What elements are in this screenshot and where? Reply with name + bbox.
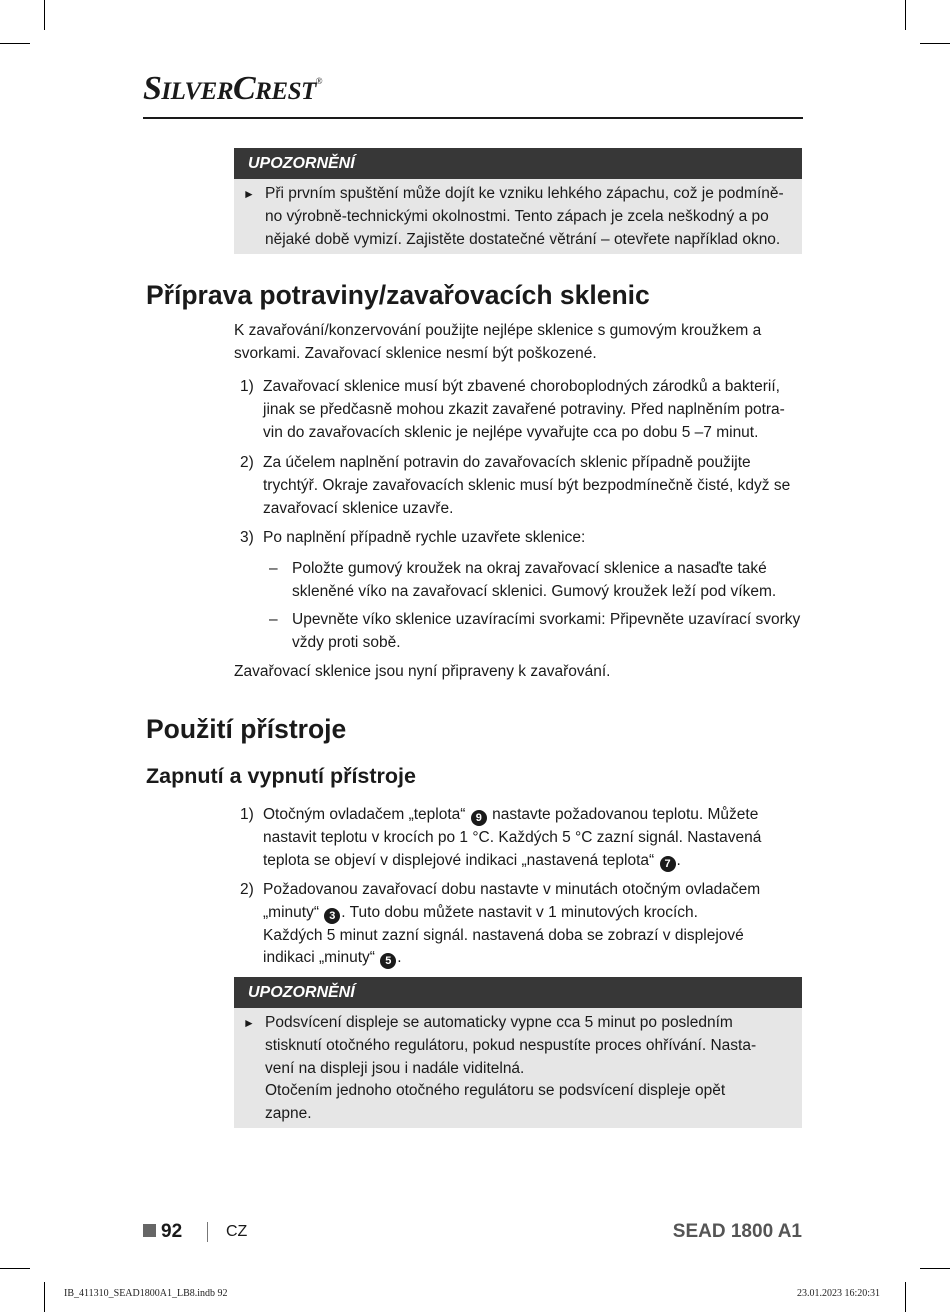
- dash-marker: –: [269, 611, 278, 628]
- text-line: skleněné víko na zavařovací sklenici. Gumový kroužek leží pod víkem.: [292, 582, 777, 600]
- note-line: Otočením jednoho otočného regulátoru se podsvícení displeje opět: [265, 1082, 726, 1100]
- text-line: trychtýř. Okraje zavařovacích sklenic musí být bezpodmínečně čisté, když se: [263, 476, 791, 494]
- section-title: Použití přístroje: [146, 714, 347, 744]
- callout-badge: 5: [380, 953, 396, 969]
- model-number: SEAD 1800 A1: [672, 1221, 802, 1242]
- section-title: Příprava potraviny/zavařovacích sklenic: [146, 280, 650, 310]
- note-line: Při prvním spuštění může dojít ke vzniku lehkého zápachu, což je podmíně-: [265, 185, 784, 202]
- text-line: Upevněte víko sklenice uzavíracími svorkami: Připevněte uzavírací svorky: [292, 611, 801, 628]
- note-line: zapne.: [265, 1105, 312, 1123]
- crop-mark: [0, 1268, 30, 1269]
- note-line: vení na displeji jsou i nadále viditelná.: [265, 1059, 525, 1077]
- dash-item: [234, 609, 804, 655]
- text-line: teplota se objeví v displejové indikaci „nastavená teplota“ 7 .: [263, 851, 681, 870]
- list-item: [234, 452, 804, 520]
- item-number: 2): [240, 454, 254, 471]
- list-item: [234, 879, 804, 970]
- text-line: Po naplnění případně rychle uzavřete sklenice:: [263, 529, 586, 546]
- text-line: svorkami. Zavařovací sklenice nesmí být poškozené.: [234, 344, 597, 362]
- text-line: Položte gumový kroužek na okraj zavařovací sklenice a nasaďte také: [292, 560, 767, 577]
- page-number: 92: [143, 1221, 182, 1243]
- crop-mark: [44, 0, 45, 30]
- text-line: Zavařovací sklenice musí být zbavené choroboplodných zárodků a bakterií,: [263, 378, 780, 395]
- intro-paragraph: [234, 320, 804, 366]
- note-heading: UPOZORNĚNÍ: [234, 977, 802, 1008]
- callout-badge: 9: [471, 810, 487, 826]
- text-line: vin do zavařovacích sklenic je nejlépe vyvařujte cca po dobu 5 –7 minut.: [263, 423, 759, 441]
- text-line: Za účelem naplnění potravin do zavařovacích sklenic případně použijte: [263, 454, 751, 471]
- imprint-datetime: 23.01.2023 16:20:31: [796, 1288, 880, 1299]
- crop-mark: [0, 43, 30, 44]
- text-line: „minuty“ 3 . Tuto dobu můžete nastavit v 1 minutových krocích.: [263, 903, 698, 922]
- item-number: 3): [240, 529, 254, 546]
- arrow-icon: ►: [243, 187, 255, 201]
- note-line: stisknutí otočného regulátoru, pokud nespustíte proces ohřívání. Nasta-: [265, 1036, 757, 1054]
- dash-marker: –: [269, 560, 278, 577]
- warning-note: [234, 977, 802, 1128]
- language-code: CZ: [226, 1223, 248, 1240]
- crop-mark: [44, 1282, 45, 1312]
- closing-paragraph: Zavařovací sklenice jsou nyní připraveny k zavařování.: [234, 663, 611, 680]
- list-item: [234, 804, 804, 872]
- note-body: [234, 179, 802, 253]
- footer-divider: [207, 1222, 208, 1242]
- square-icon: [143, 1224, 156, 1237]
- brand-logo: SILVERCREST®: [143, 70, 323, 107]
- note-line: no výrobně-technickými okolnostmi. Tento zápach je zcela neškodný a po: [265, 207, 769, 225]
- item-number: 2): [240, 881, 254, 898]
- list-item: [234, 527, 804, 550]
- text-line: Požadovanou zavařovací dobu nastavte v minutách otočným ovladačem: [263, 881, 761, 898]
- subsection-title: Zapnutí a vypnutí přístroje: [146, 764, 416, 788]
- note-line: nějaké době vymizí. Zajistěte dostatečné větrání – otevřete například okno.: [265, 230, 781, 248]
- text-line: jinak se předčasně mohou zkazit zavařené potraviny. Před naplněním potra-: [263, 400, 785, 418]
- text-line: K zavařování/konzervování použijte nejlépe sklenice s gumovým kroužkem a: [234, 322, 762, 339]
- note-line: Podsvícení displeje se automaticky vypne cca 5 minut po posledním: [265, 1014, 733, 1031]
- text-line: zavařovací sklenice uzavře.: [263, 499, 454, 517]
- callout-badge: 7: [660, 856, 676, 872]
- note-body: [234, 1008, 802, 1128]
- list-item: [234, 376, 804, 444]
- note-heading: UPOZORNĚNÍ: [234, 148, 802, 179]
- item-number: 1): [240, 378, 254, 395]
- text-line: nastavit teplotu v krocích po 1 °C. Každých 5 °C zazní signál. Nastavená: [263, 828, 762, 846]
- crop-mark: [920, 1268, 950, 1269]
- text-line: Otočným ovladačem „teplota“ 9 nastavte požadovanou teplotu. Můžete: [263, 806, 759, 824]
- text-line: Každých 5 minut zazní signál. nastavená doba se zobrazí v displejové: [263, 926, 744, 944]
- crop-mark: [905, 0, 906, 30]
- header-rule: [143, 117, 803, 119]
- text-line: indikaci „minuty“ 5 .: [263, 949, 402, 968]
- dash-item: [234, 558, 804, 604]
- imprint-file: IB_411310_SEAD1800A1_LB8.indb 92: [64, 1288, 228, 1299]
- callout-badge: 3: [324, 908, 340, 924]
- arrow-icon: ►: [243, 1016, 255, 1030]
- crop-mark: [905, 1282, 906, 1312]
- crop-mark: [920, 43, 950, 44]
- warning-note: [234, 148, 802, 254]
- text-line: vždy proti sobě.: [292, 633, 401, 651]
- item-number: 1): [240, 806, 254, 823]
